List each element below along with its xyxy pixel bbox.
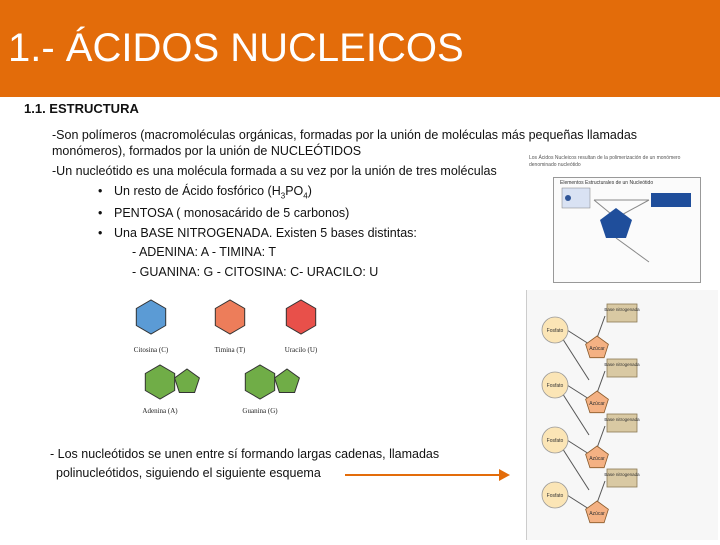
base-label: Base nitrogenada [604,307,640,312]
nucleotide-diagram [554,178,700,282]
nucleotide-box-title: Elementos Estructurales de un Nucleótido [560,180,654,186]
paragraph-1-line-2: monómeros), formados por la unión de NUCLEÓTIDOS [52,144,362,158]
paragraph-2: -Un nucleótido es una molécula formada a su vez por la unión de tres moléculas [52,164,497,178]
base-ring [245,365,274,399]
phosphate-sugar-bond [567,495,589,509]
bases-structures [115,285,343,420]
bullet-mark: • [98,206,103,220]
bullet-pentose: • PENTOSA ( monosacárido de 5 carbonos) [98,206,350,220]
base-label: Base nitrogenada [604,362,640,367]
phosphate-sugar-bond [567,330,589,344]
arrow-right-icon [499,469,510,481]
base-ring-five [175,369,200,393]
closing-line-2: polinucleótidos, siguiendo el siguiente esquema [56,466,321,480]
bullet-mark: • [98,184,103,198]
sugar-base-bond [597,316,605,338]
phosphate-sugar-bond [567,385,589,399]
bullet-phosphoric-acid: • Un resto de Ácido fosfórico $(H_3PO_4)$ [98,184,312,201]
base-label: Timina (T) [214,346,246,354]
sugar-base-bond [597,426,605,448]
base-label: Uracilo (U) [284,346,318,354]
base-label: Guanina (G) [242,407,278,415]
base-ring [286,300,315,334]
chain-diagram [527,290,718,540]
sugar-base-bond [597,481,605,503]
nucleotide-caption-2: denominado nucleótido [529,162,581,168]
pentose-shape [600,208,632,238]
nucleotide-caption: Los Ácidos Nucleicos resultan de la polimerización de un monómero [529,155,681,161]
sugar-label: Azúcar [589,511,605,517]
base-ring [136,300,165,334]
base-label: Base nitrogenada [604,472,640,477]
base-label: Base nitrogenada [604,417,640,422]
phosphate-label: Fosfato [546,383,564,389]
slide-title: 1.- ÁCIDOS NUCLEICOS [8,26,464,70]
phosphate-label: Fosfato [546,493,564,499]
sugar-label: Azúcar [589,401,605,407]
polynucleotide-chain-figure [526,290,718,540]
extra-box [652,258,682,270]
sugar-base-bond [597,371,605,393]
nucleotide-diagram-box [553,177,701,283]
closing-line-1: - Los nucleótidos se unen entre sí formando largas cadenas, llamadas [50,447,440,461]
sugar-label: Azúcar [589,456,605,462]
base-ring [215,300,244,334]
bases-figure [115,285,343,420]
sugar-label: Azúcar [589,346,605,352]
phosphate-dot [565,195,571,201]
bullet-nitrogen-base: • Una BASE NITROGENADA. Existen 5 bases distintas: [98,226,417,240]
bullet-mark: • [98,226,103,240]
bases-line-2: - GUANINA: G - CITOSINA: C- URACILO: U [132,265,379,279]
nucleotide-figure [527,153,717,283]
section-heading: 1.1. ESTRUCTURA [24,101,139,116]
paragraph-1-line-1: -Son polímeros (macromoléculas orgánicas, formadas por la unión de moléculas más pequeñas llamadas [52,128,638,142]
base-ring [145,365,174,399]
base-label: Citosina (C) [133,346,169,354]
base-box [651,193,691,207]
phosphate-sugar-bond [567,440,589,454]
arrow-line [345,474,501,476]
base-label: Adenina (A) [142,407,178,415]
bases-line-1: - ADENINA: A - TIMINA: T [132,245,277,259]
base-ring-five [275,369,300,393]
phosphate-label: Fosfato [546,328,564,334]
phosphate-label: Fosfato [546,438,564,444]
